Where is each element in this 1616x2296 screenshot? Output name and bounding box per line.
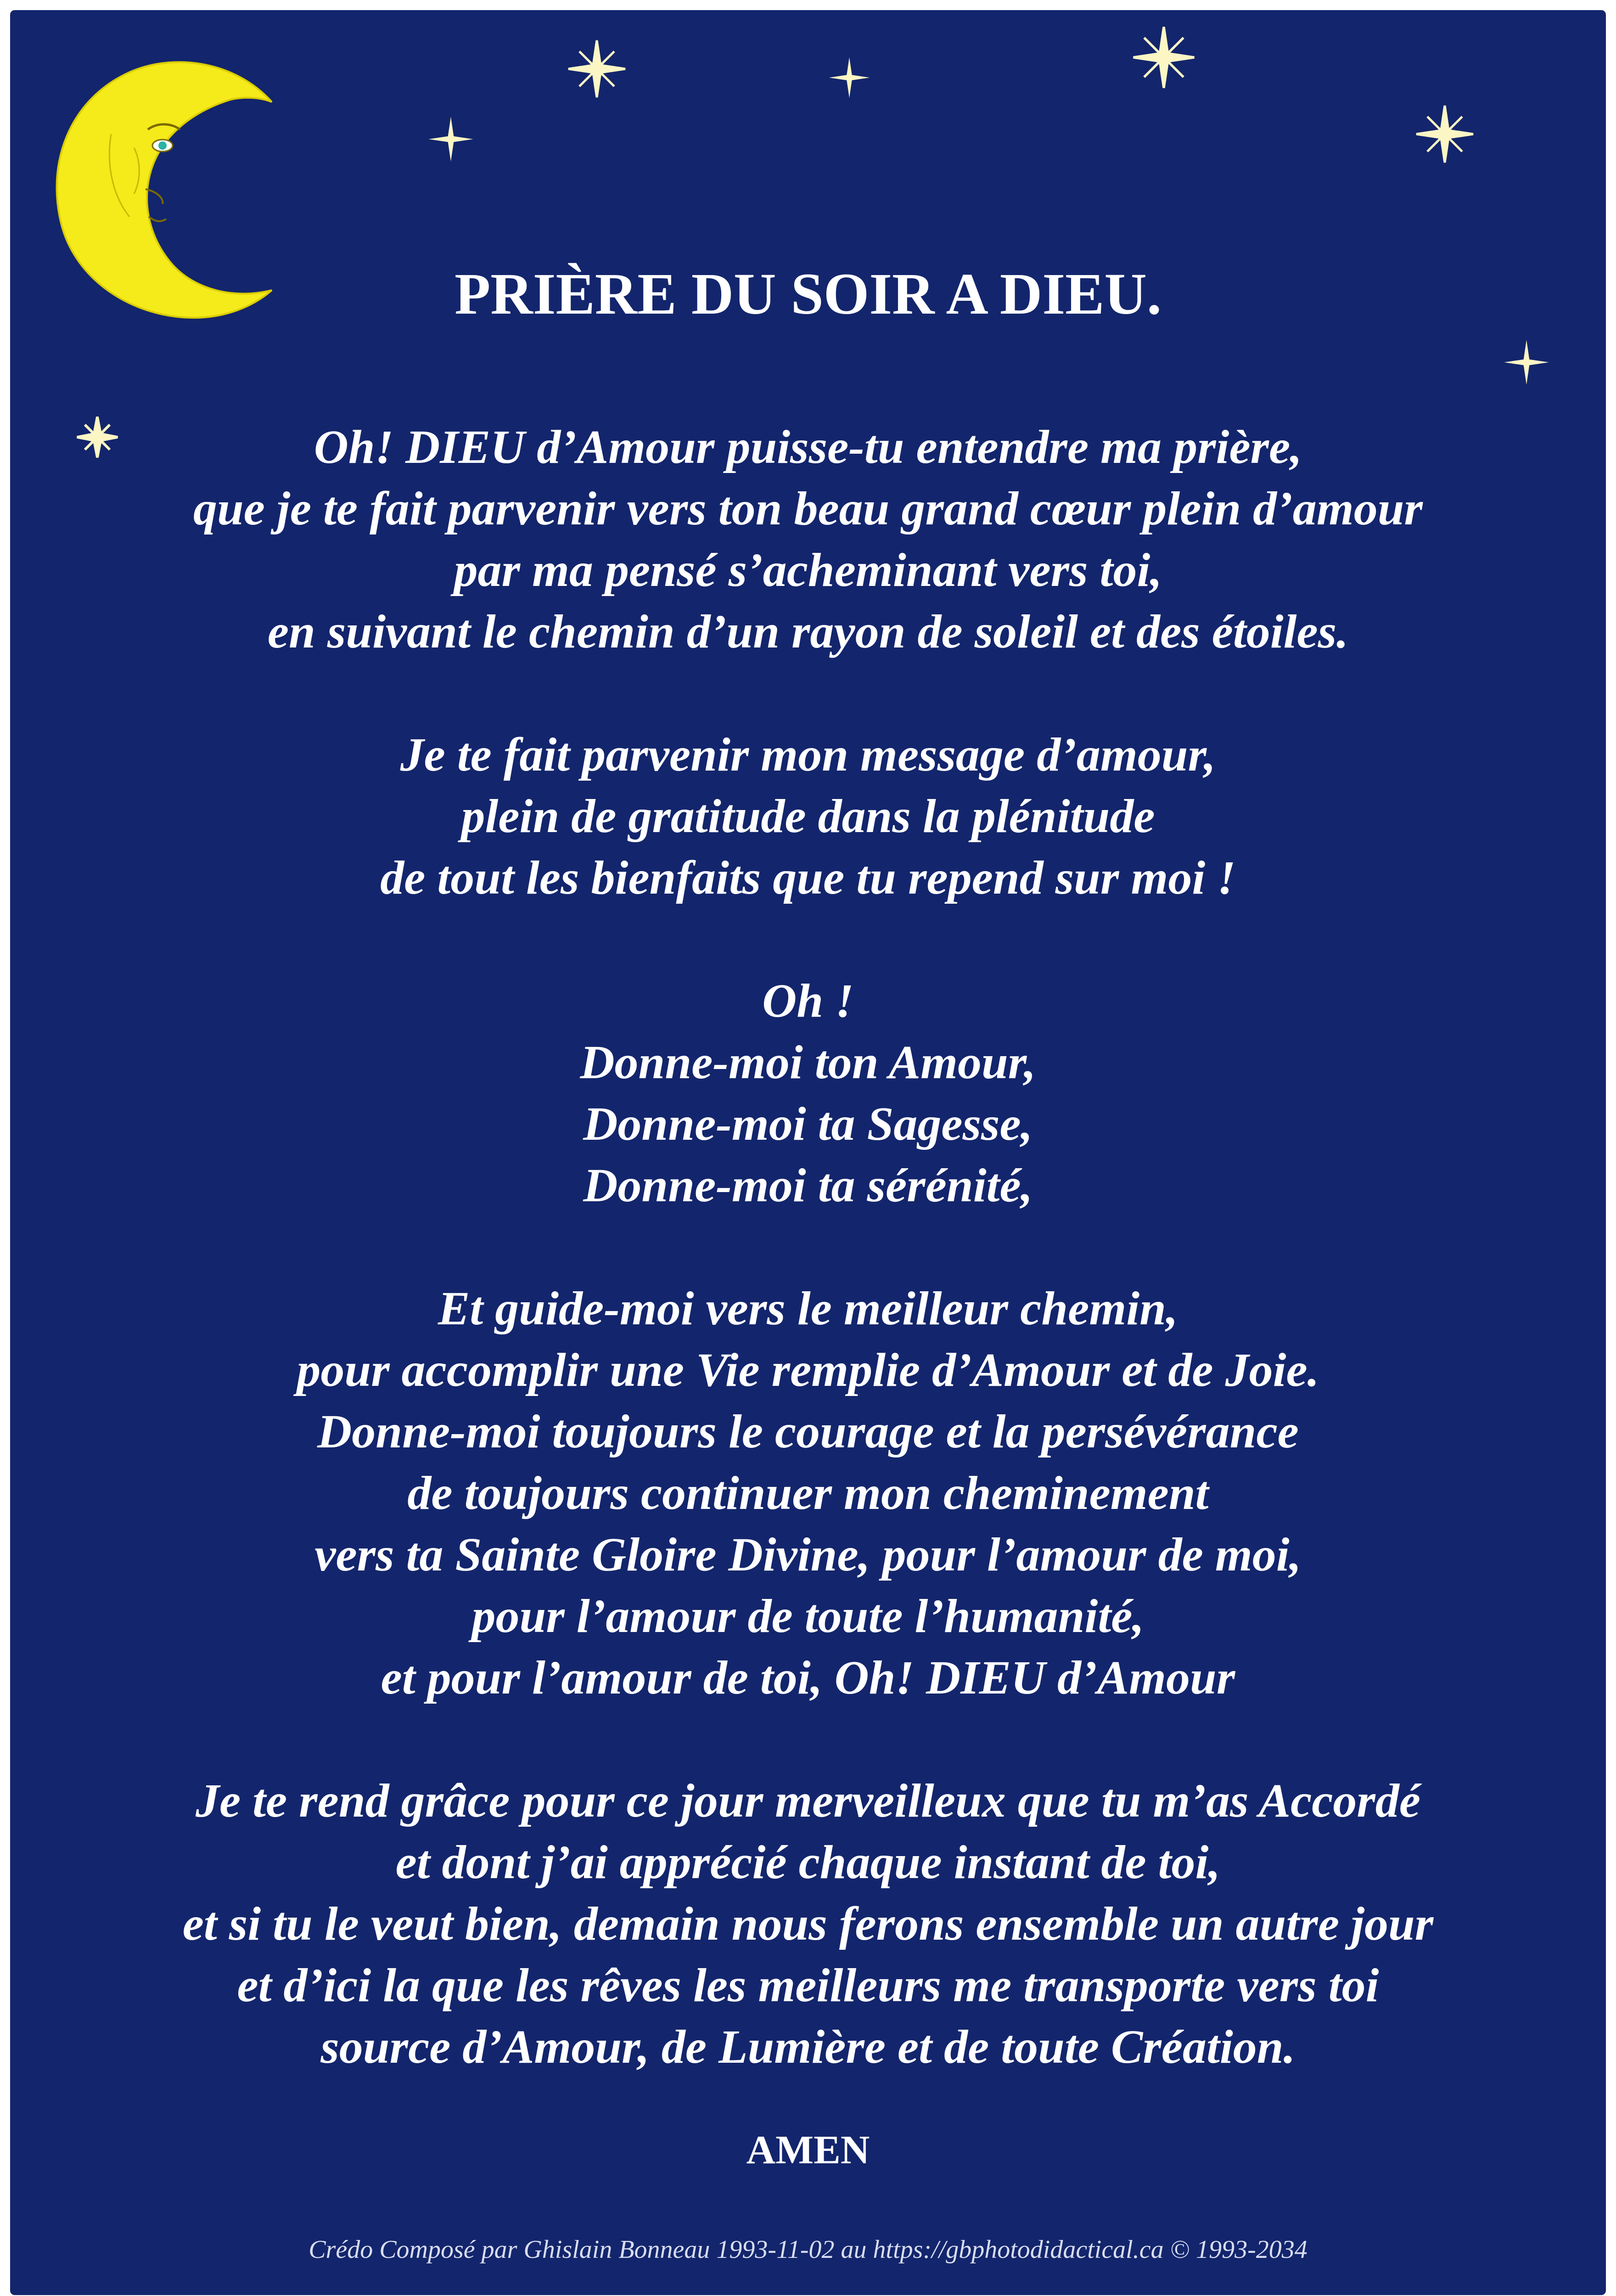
poem-line: Oh ! [762, 974, 854, 1027]
night-sky-panel [10, 10, 1606, 2295]
poem-line: Donne-moi toujours le courage et la persévérance [317, 1405, 1299, 1458]
amen-text: AMEN [746, 2128, 870, 2172]
stanza [10, 1278, 1606, 1709]
poem-line: vers ta Sainte Gloire Divine, pour l’amour de moi, [314, 1528, 1302, 1581]
stanza [10, 416, 1606, 663]
poem-line: et d’ici la que les rêves les meilleurs me transporte vers toi [237, 1959, 1379, 2012]
poem-line: en suivant le chemin d’un rayon de soleil et des étoiles. [267, 605, 1349, 658]
sparkle-star-icon [1129, 23, 1198, 92]
poem-line: et si tu le veut bien, demain nous ferons ensemble un autre jour [182, 1897, 1434, 1950]
poem-line: Oh! DIEU d’Amour puisse-tu entendre ma prière, [314, 421, 1302, 473]
poem-line: et pour l’amour de toi, Oh! DIEU d’Amour [381, 1651, 1235, 1704]
stanza [10, 970, 1606, 1216]
stanza [10, 724, 1606, 909]
poem-line: Donne-moi ta Sagesse, [583, 1097, 1033, 1150]
poem-line: Donne-moi ton Amour, [580, 1036, 1036, 1089]
poem-line: Je te rend grâce pour ce jour merveilleux que tu m’as Accordé [195, 1774, 1421, 1827]
poem-line: par ma pensé s’acheminant vers toi, [454, 544, 1162, 597]
poem-line: pour accomplir une Vie remplie d’Amour et de Joie. [297, 1344, 1319, 1396]
poem-line: de toujours continuer mon cheminement [407, 1467, 1209, 1519]
stanza [10, 1770, 1606, 2078]
poem-line: pour l’amour de toute l’humanité, [471, 1590, 1145, 1643]
sparkle-star-icon [565, 37, 629, 101]
sparkle-star-icon [1413, 102, 1477, 166]
poem-line: plein de gratitude dans la plénitude [461, 790, 1155, 843]
poem-line: source d’Amour, de Lumière et de toute Création. [320, 2020, 1296, 2073]
poem-line: et dont j’ai apprécié chaque instant de toi, [395, 1836, 1221, 1889]
poem-line: Et guide-moi vers le meilleur chemin, [438, 1282, 1178, 1335]
sparkle-star-icon [826, 55, 872, 101]
sparkle-star-icon [1501, 337, 1552, 388]
page-title: PRIÈRE DU SOIR A DIEU. [454, 261, 1162, 326]
prayer-text [10, 416, 1606, 2139]
credit-line: Crédo Composé par Ghislain Bonneau 1993-11-02 au https://gbphotodidactical.ca © 1993-2034 [309, 2235, 1307, 2264]
sparkle-star-icon [426, 114, 476, 164]
poem-line: que je te fait parvenir vers ton beau grand cœur plein d’amour [193, 482, 1423, 535]
poem-line: Je te fait parvenir mon message d’amour, [400, 728, 1216, 781]
poem-line: Donne-moi ta sérénité, [583, 1159, 1033, 1212]
poem-line: de tout les bienfaits que tu repend sur moi ! [380, 851, 1236, 904]
